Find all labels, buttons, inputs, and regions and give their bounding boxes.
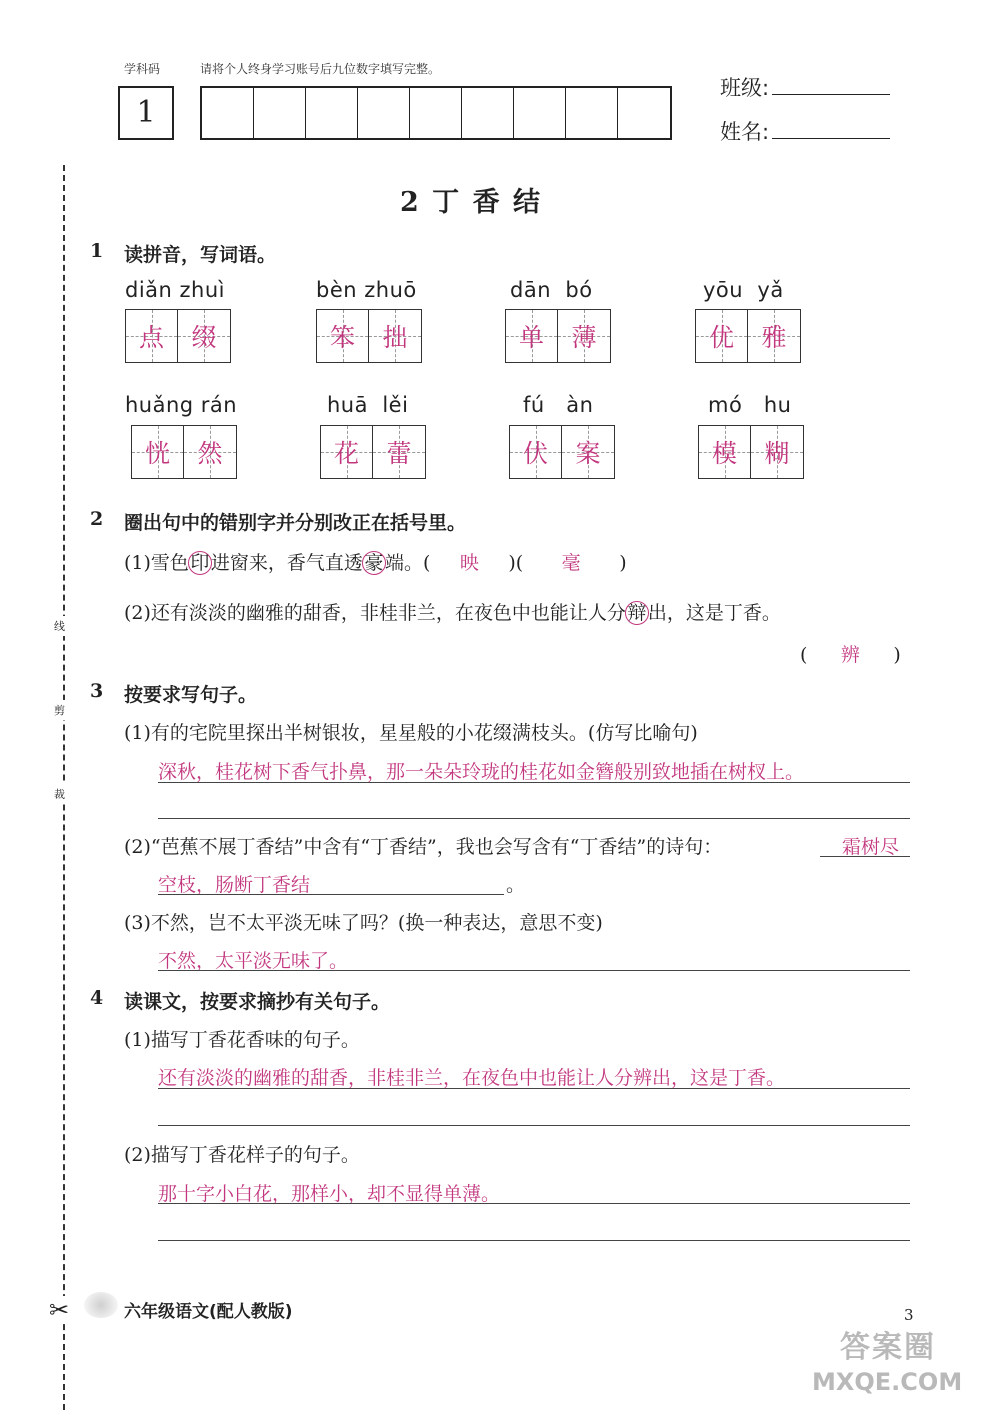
- grid-cell[interactable]: [132, 426, 184, 478]
- grid-cell[interactable]: [369, 310, 421, 362]
- grid-cell[interactable]: [562, 426, 614, 478]
- answer-char: 糊: [764, 439, 790, 468]
- scissors-icon: ✂: [49, 1296, 70, 1324]
- bracket: (: [800, 644, 808, 666]
- q3-prompt-3: (3)不然，岂不太平淡无味了吗？(换一种表达，意思不变): [124, 912, 603, 934]
- digit-cell[interactable]: [306, 88, 358, 138]
- grid-cell[interactable]: [696, 310, 748, 362]
- name-label: 姓名:: [720, 120, 770, 144]
- answer-char: 雅: [761, 323, 787, 352]
- grid-cell[interactable]: [699, 426, 751, 478]
- pinyin: bèn zhuō: [316, 278, 417, 302]
- digit-cell[interactable]: [202, 88, 254, 138]
- q3-answer-1: 深秋，桂花树下香气扑鼻，那一朵朵玲珑的桂花如金簪般别致地插在树杈上。: [158, 761, 805, 783]
- char-grid: [698, 425, 804, 479]
- grid-cell[interactable]: [184, 426, 236, 478]
- question-text: 圈出句中的错别字并分别改正在括号里。: [124, 512, 467, 534]
- answer-char: 拙: [382, 323, 408, 352]
- cut-char: 裁: [54, 784, 65, 804]
- char-grid: [505, 309, 611, 363]
- answer-line[interactable]: [158, 1088, 910, 1089]
- cut-char: 线: [54, 616, 65, 636]
- pinyin: diǎn zhuì: [125, 278, 225, 302]
- bracket: ): [893, 644, 901, 666]
- grid-cell[interactable]: [748, 310, 800, 362]
- page-number: 3: [904, 1306, 914, 1324]
- digit-cell[interactable]: [618, 88, 670, 138]
- digit-cell[interactable]: [410, 88, 462, 138]
- grid-cell[interactable]: [321, 426, 373, 478]
- pinyin: huā lěi: [327, 393, 409, 417]
- q3-answer-2a: 霜树尽: [842, 836, 900, 858]
- bracket: ): [619, 552, 627, 574]
- q2-sentence-1: [124, 548, 627, 575]
- sentence-text: (2)还有淡淡的幽雅的甜香，非桂非兰，在夜色中也能让人分: [124, 602, 626, 624]
- grid-cell[interactable]: [373, 426, 425, 478]
- wrong-char-circle[interactable]: 豪: [362, 551, 386, 575]
- grid-cell[interactable]: [317, 310, 369, 362]
- sentence-text: (1)雪色: [124, 552, 189, 574]
- answer-char: 点: [138, 323, 164, 352]
- q3-answer-3: 不然，太平淡无味了。: [158, 950, 349, 972]
- char-grid: [125, 309, 231, 363]
- wrong-char-circle[interactable]: 印: [188, 551, 212, 575]
- watermark-url: MXQE.COM: [812, 1368, 963, 1396]
- answer-line[interactable]: [158, 970, 910, 971]
- answer-char: 模: [711, 439, 737, 468]
- question-number: 4: [90, 987, 104, 1009]
- q3-answer-2b: 空枝，肠断丁香结: [158, 874, 311, 896]
- char-grid: [509, 425, 615, 479]
- watermark-logo: 答案圈: [840, 1330, 936, 1365]
- question-text: 读拼音，写词语。: [124, 244, 277, 266]
- sentence-text: 出，这是丁香。: [647, 602, 781, 624]
- answer-char: 案: [575, 439, 601, 468]
- answer-line[interactable]: [820, 856, 910, 857]
- q4-answer-2: 那十字小白花，那样小，却不显得单薄。: [158, 1183, 501, 1205]
- class-label: 班级:: [720, 76, 770, 100]
- char-grid: [316, 309, 422, 363]
- correction-answer[interactable]: 映: [459, 552, 479, 574]
- pinyin: huǎng rán: [125, 393, 238, 417]
- digit-cell[interactable]: [514, 88, 566, 138]
- correction-answer[interactable]: 辨: [840, 644, 860, 666]
- pinyin: yōu yǎ: [703, 278, 784, 302]
- question-text: 读课文，按要求摘抄有关句子。: [124, 991, 391, 1013]
- answer-char: 花: [333, 439, 359, 468]
- pinyin: mó hu: [708, 393, 792, 417]
- question-number: 2: [90, 508, 104, 530]
- cut-char: 剪: [54, 700, 65, 720]
- char-grid: [695, 309, 801, 363]
- account-instruction: 请将个人终身学习账号后九位数字填写完整。: [200, 62, 441, 76]
- q2-answer-bracket: [800, 640, 901, 667]
- pinyin: dān bó: [510, 278, 593, 302]
- pinyin: fú àn: [523, 393, 594, 417]
- book-title: 六年级语文(配人教版): [124, 1302, 293, 1322]
- answer-line[interactable]: [158, 894, 504, 895]
- answer-char: 缀: [191, 323, 217, 352]
- q3-prompt-1: (1)有的宅院里探出半树银妆，星星般的小花缀满枝头。(仿写比喻句): [124, 722, 698, 744]
- answer-line[interactable]: [158, 818, 910, 819]
- question-number: 3: [90, 680, 104, 702]
- class-field[interactable]: [772, 72, 890, 95]
- digit-cell[interactable]: [254, 88, 306, 138]
- q4-answer-1: 还有淡淡的幽雅的甜香，非桂非兰，在夜色中也能让人分辨出，这是丁香。: [158, 1067, 786, 1089]
- subject-code-label: 学科码: [124, 62, 161, 76]
- sentence-end: 。: [506, 874, 526, 896]
- q2-sentence-2: [124, 598, 781, 625]
- bracket: )(: [508, 552, 524, 574]
- decorative-blob-icon: [84, 1292, 118, 1318]
- q4-prompt-2: (2)描写丁香花样子的句子。: [124, 1144, 360, 1166]
- answer-line[interactable]: [158, 1125, 910, 1126]
- answer-char: 笨: [329, 323, 355, 352]
- grid-cell[interactable]: [126, 310, 178, 362]
- answer-char: 薄: [571, 323, 597, 352]
- answer-char: 优: [708, 323, 734, 352]
- q3-prompt-2: (2)“芭蕉不展丁香结”中含有“丁香结”，我也会写含有“丁香结”的诗句：: [124, 836, 723, 858]
- subject-code-box: 1: [118, 86, 174, 140]
- digit-cell[interactable]: [462, 88, 514, 138]
- answer-char: 然: [197, 439, 223, 468]
- grid-cell[interactable]: [510, 426, 562, 478]
- question-number: 1: [90, 240, 104, 262]
- answer-char: 单: [518, 323, 544, 352]
- digit-cell[interactable]: [566, 88, 618, 138]
- q4-prompt-1: (1)描写丁香花香味的句子。: [124, 1029, 360, 1051]
- wrong-char-circle[interactable]: 辩: [625, 601, 649, 625]
- grid-cell[interactable]: [506, 310, 558, 362]
- grid-cell[interactable]: [751, 426, 803, 478]
- sentence-text: 进窗来，香气直透: [210, 552, 363, 574]
- char-grid: [131, 425, 237, 479]
- answer-line[interactable]: [158, 782, 910, 783]
- correction-answer[interactable]: 毫: [561, 552, 581, 574]
- answer-char: 恍: [144, 439, 170, 468]
- char-grid: [320, 425, 426, 479]
- answer-line[interactable]: [158, 1203, 910, 1204]
- question-text: 按要求写句子。: [124, 684, 258, 706]
- digit-cell[interactable]: [358, 88, 410, 138]
- grid-cell[interactable]: [558, 310, 610, 362]
- answer-line[interactable]: [158, 1240, 910, 1241]
- name-field[interactable]: [772, 116, 890, 139]
- answer-char: 伏: [522, 439, 548, 468]
- sentence-text: 端。(: [384, 552, 431, 574]
- answer-char: 蕾: [386, 439, 412, 468]
- grid-cell[interactable]: [178, 310, 230, 362]
- account-digit-boxes[interactable]: [200, 86, 672, 140]
- page-title: 2 丁 香 结: [400, 187, 542, 218]
